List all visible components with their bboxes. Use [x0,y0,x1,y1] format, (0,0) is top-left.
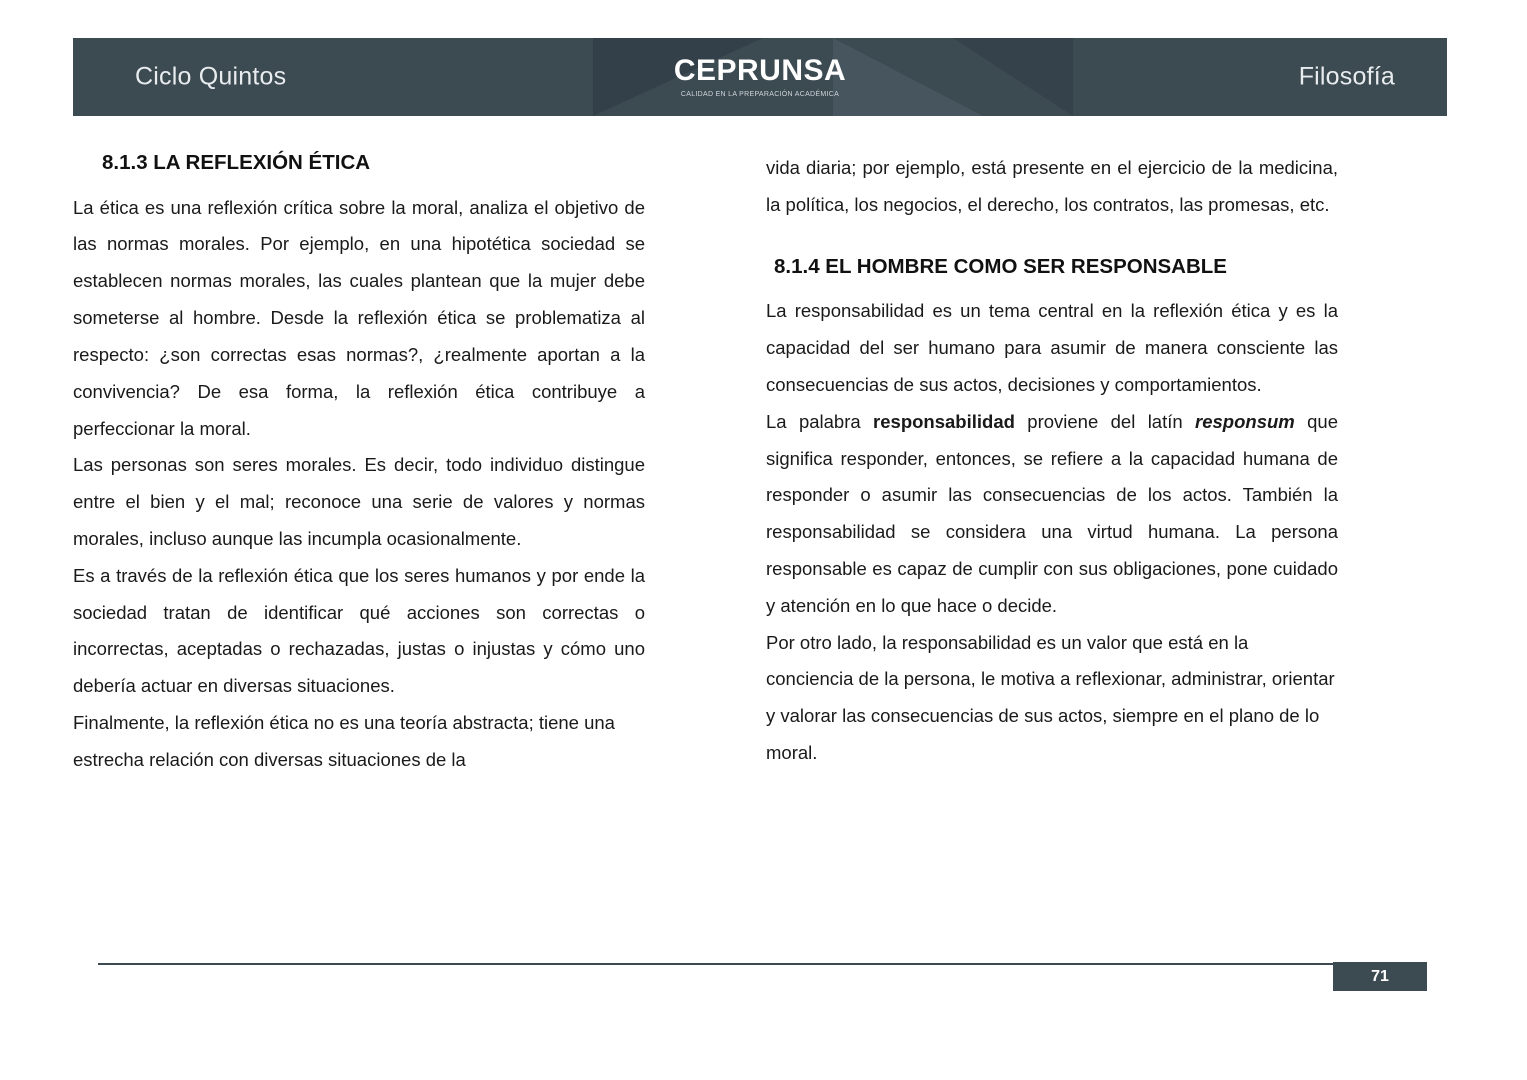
logo-main-text: CEPRUNSA [673,54,847,87]
page-number-badge: 71 [1333,962,1427,991]
logo-subtitle-text: CALIDAD EN LA PREPARACIÓN ACADÉMICA [680,91,840,98]
page-header-banner [73,38,1447,116]
paragraph: Las personas son seres morales. Es decir, todo individuo distingue entre el bien y el mal; reconoce una serie de valores y normas morales, incluso aunque las incumpla ocasionalmente. [73,454,645,549]
paragraph-with-emphasis [766,404,1338,625]
paragraph-text-part-3: que significa responder, entonces, se refiere a la capacidad humana de responder o asumir las consecuencias de los actos. También la responsabilidad se considera una virtud humana. La persona responsable es capaz de cumplir con sus obligaciones, pone cuidado y atención en lo que hace o decide. [766,410,1338,616]
paragraph-text-part-2: proviene del latín [1014,410,1196,432]
paragraph: Es a través de la reflexión ética que los seres humanos y por ende la sociedad tratan de identificar qué acciones son correctas o incorrectas, aceptadas o rechazadas, justas o injustas y cómo uno debería actuar en diversas situaciones. [73,564,645,697]
paragraph: Por otro lado, la responsabilidad es un valor que está en la conciencia de la persona, le motiva a reflexionar, administrar, orientar y valorar las consecuencias de sus actos, siempre en el plano de lo moral. [766,631,1335,764]
paragraph-text-part-1: La palabra [766,410,874,432]
right-text-column [766,150,1338,772]
left-text-column [73,150,645,779]
section-title-8-1-4: 8.1.4 EL HOMBRE COMO SER RESPONSABLE [774,254,1227,278]
section-title-8-1-3: 8.1.3 LA REFLEXIÓN ÉTICA [102,151,371,174]
header-course-label: Filosofía [1298,62,1395,91]
bold-term-responsabilidad: responsabilidad [873,410,1015,432]
bold-italic-term-responsum: responsum [1195,410,1295,432]
header-cycle-label: Ciclo Quintos [135,62,287,91]
header-diagonal-shape-3 [953,38,1073,116]
paragraph-continuation: vida diaria; por ejemplo, está presente en el ejercicio de la medicina, la política, los negocios, el derecho, los contratos, las promesas, etc. [766,157,1338,215]
paragraph: Finalmente, la reflexión ética no es una teoría abstracta; tiene una estrecha relación con diversas situaciones de la [73,712,615,770]
ceprunsa-logo [674,56,846,98]
column-spacer [766,224,1338,254]
paragraph: La responsabilidad es un tema central en la reflexión ética y es la capacidad del ser humano para asumir de manera consciente las consecuencias de sus actos, decisiones y comportamientos. [766,300,1338,395]
paragraph: La ética es una reflexión crítica sobre la moral, analiza el objetivo de las normas morales. Por ejemplo, en una hipotética sociedad se establecen normas morales, las cuales plantean que la mujer debe someterse al hombre. Desde la reflexión ética se problematiza al respecto: ¿son correctas esas normas?, ¿realmente aportan a la convivencia? De esa forma, la reflexión ética contribuye a perfeccionar la moral. [73,196,645,439]
footer-divider [98,963,1343,965]
